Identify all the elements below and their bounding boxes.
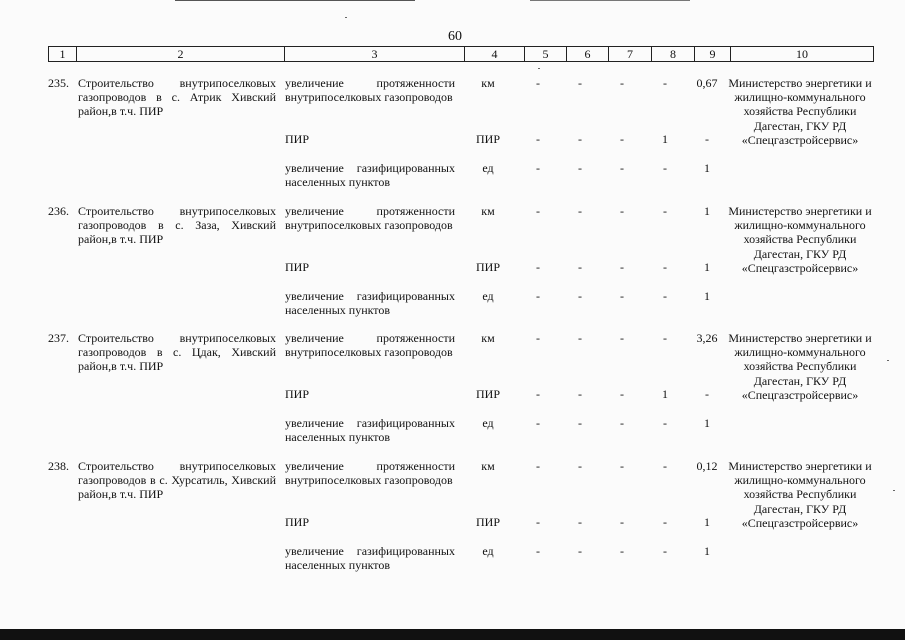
value-col-6: -	[578, 260, 582, 274]
value-col-8: -	[663, 515, 667, 529]
unit-cell: ед	[482, 161, 494, 175]
unit-cell: км	[481, 76, 495, 90]
value-col-5: -	[536, 387, 540, 401]
responsible-organization: Министерство энергетики и жилищно-коммунального хозяйства Республики Дагестан, ГКУ РД «Спецгазстройсервис»	[728, 76, 872, 147]
value-col-9: 1	[704, 161, 710, 175]
page-number: 60	[448, 29, 462, 44]
unit-cell: км	[481, 459, 495, 473]
project-name: Строительство внутрипоселковых газопроводов в с. Заза, Хивский район,в т.ч. ПИР	[78, 204, 276, 247]
value-col-9: 3,26	[696, 331, 718, 345]
value-col-7: -	[620, 416, 624, 430]
header-col-6: 6	[567, 47, 609, 61]
scan-edge-line	[530, 0, 690, 1]
value-col-8: -	[663, 459, 667, 473]
indicator-name: ПИР	[285, 260, 310, 274]
header-col-4: 4	[465, 47, 525, 61]
row-number: 238.	[48, 459, 69, 473]
value-col-8: -	[663, 331, 667, 345]
indicator-name: увеличение протяженности внутрипоселковых газопроводов	[285, 204, 455, 233]
value-col-8: -	[663, 544, 667, 558]
value-col-6: -	[578, 76, 582, 90]
value-col-7: -	[620, 331, 624, 345]
indicator-name: ПИР	[285, 515, 310, 529]
value-col-7: -	[620, 387, 624, 401]
header-col-5: 5	[525, 47, 567, 61]
header-col-2: 2	[77, 47, 285, 61]
value-col-9: -	[705, 132, 709, 146]
value-col-7: -	[620, 544, 624, 558]
indicator-name: увеличение газифицированных населенных пунктов	[285, 416, 455, 445]
header-col-10: 10	[796, 47, 808, 61]
unit-cell: ед	[482, 544, 494, 558]
unit-cell: ед	[482, 416, 494, 430]
value-col-6: -	[578, 416, 582, 430]
value-col-6: -	[578, 331, 582, 345]
responsible-organization: Министерство энергетики и жилищно-коммунального хозяйства Республики Дагестан, ГКУ РД «Спецгазстройсервис»	[728, 331, 872, 402]
unit-cell: ед	[482, 289, 494, 303]
value-col-7: -	[620, 260, 624, 274]
value-col-5: -	[536, 76, 540, 90]
indicator-name: увеличение газифицированных населенных пунктов	[285, 161, 455, 190]
value-col-6: -	[578, 289, 582, 303]
value-col-8: 1	[662, 387, 668, 401]
indicator-name: увеличение газифицированных населенных пунктов	[285, 289, 455, 318]
value-col-5: -	[536, 515, 540, 529]
value-col-9: 1	[704, 204, 710, 218]
value-col-9: 1	[704, 289, 710, 303]
scan-speck	[345, 17, 347, 18]
value-col-9: 0,67	[696, 76, 718, 90]
unit-cell: ПИР	[475, 132, 500, 146]
value-col-5: -	[536, 132, 540, 146]
value-col-9: 0,12	[696, 459, 718, 473]
unit-cell: ПИР	[475, 387, 500, 401]
header-col-3: 3	[285, 47, 465, 61]
value-col-9: 1	[704, 544, 710, 558]
value-col-6: -	[578, 387, 582, 401]
value-col-6: -	[578, 515, 582, 529]
unit-cell: км	[481, 204, 495, 218]
value-col-6: -	[578, 544, 582, 558]
responsible-organization: Министерство энергетики и жилищно-коммунального хозяйства Республики Дагестан, ГКУ РД «Спецгазстройсервис»	[728, 204, 872, 275]
scan-speck	[538, 68, 540, 69]
indicator-name: увеличение протяженности внутрипоселковых газопроводов	[285, 331, 455, 360]
value-col-7: -	[620, 161, 624, 175]
value-col-8: -	[663, 260, 667, 274]
row-number: 235.	[48, 76, 69, 90]
value-col-7: -	[620, 204, 624, 218]
value-col-5: -	[536, 260, 540, 274]
value-col-5: -	[536, 289, 540, 303]
value-col-6: -	[578, 459, 582, 473]
scan-speck	[887, 360, 889, 361]
row-number: 236.	[48, 204, 69, 218]
project-name: Строительство внутрипоселковых газопроводов в с. Хурсатиль, Хивский район,в т.ч. ПИР	[78, 459, 276, 502]
value-col-5: -	[536, 204, 540, 218]
indicator-name: увеличение протяженности внутрипоселковых газопроводов	[285, 76, 455, 105]
table-header	[48, 46, 874, 62]
header-col-1: 1	[49, 47, 77, 61]
value-col-9: 1	[704, 515, 710, 529]
value-col-7: -	[620, 459, 624, 473]
row-number: 237.	[48, 331, 69, 345]
value-col-5: -	[536, 416, 540, 430]
value-col-8: -	[663, 161, 667, 175]
unit-cell: ПИР	[475, 260, 500, 274]
unit-cell: км	[481, 331, 495, 345]
project-name: Строительство внутрипоселковых газопроводов в с. Цдак, Хивский район,в т.ч. ПИР	[78, 331, 276, 374]
value-col-5: -	[536, 544, 540, 558]
value-col-8: -	[663, 416, 667, 430]
scan-edge-line	[175, 0, 415, 1]
value-col-8: -	[663, 204, 667, 218]
unit-cell: ПИР	[475, 515, 500, 529]
header-col-8: 8	[652, 47, 695, 61]
value-col-7: -	[620, 289, 624, 303]
value-col-5: -	[536, 161, 540, 175]
scan-speck	[893, 490, 895, 491]
value-col-5: -	[536, 331, 540, 345]
value-col-6: -	[578, 161, 582, 175]
value-col-9: 1	[704, 416, 710, 430]
indicator-name: увеличение протяженности внутрипоселковых газопроводов	[285, 459, 455, 488]
value-col-8: 1	[662, 132, 668, 146]
value-col-6: -	[578, 132, 582, 146]
responsible-organization: Министерство энергетики и жилищно-коммунального хозяйства Республики Дагестан, ГКУ РД «Спецгазстройсервис»	[728, 459, 872, 530]
scan-bottom-edge	[0, 629, 905, 640]
indicator-name: ПИР	[285, 132, 310, 146]
indicator-name: увеличение газифицированных населенных пунктов	[285, 544, 455, 573]
header-col-9: 9	[695, 47, 731, 61]
value-col-7: -	[620, 515, 624, 529]
value-col-7: -	[620, 76, 624, 90]
value-col-8: -	[663, 289, 667, 303]
value-col-8: -	[663, 76, 667, 90]
header-col-7: 7	[609, 47, 652, 61]
value-col-5: -	[536, 459, 540, 473]
project-name: Строительство внутрипоселковых газопроводов в с. Атрик Хивский район,в т.ч. ПИР	[78, 76, 276, 119]
value-col-6: -	[578, 204, 582, 218]
indicator-name: ПИР	[285, 387, 310, 401]
value-col-9: -	[705, 387, 709, 401]
value-col-9: 1	[704, 260, 710, 274]
value-col-7: -	[620, 132, 624, 146]
